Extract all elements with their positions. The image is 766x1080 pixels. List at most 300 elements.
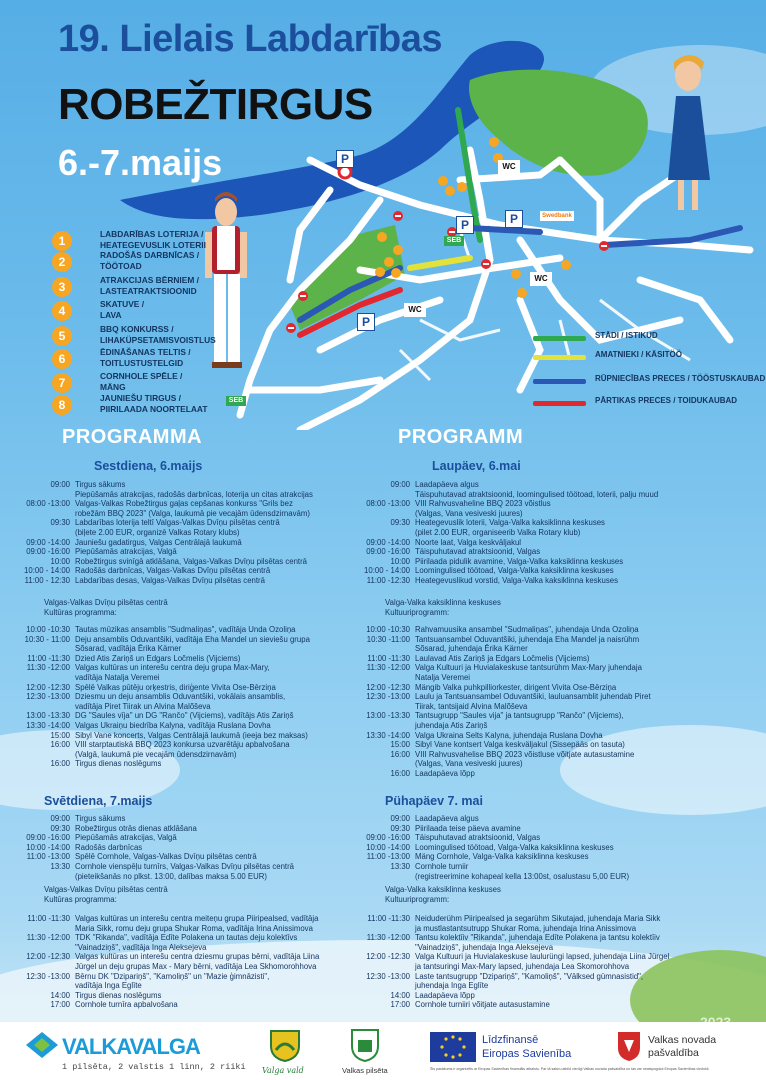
schedule-time: 14:00 [390, 990, 410, 1000]
schedule-time: 11:30 -12:00 [26, 663, 70, 673]
schedule-description: Piirilaada pidulik avamine, Valga-Valka kaksiklinna keskuses [415, 556, 624, 566]
schedule-description: Valgas kultūras un interešu centra dziesmu grupas bērni, vadītāja Liina [75, 952, 320, 962]
legend-label: TÖÖTOAD [100, 260, 142, 271]
valka-novads-coat-of-arms-icon [616, 1030, 642, 1062]
schedule-row [0, 625, 383, 635]
schedule-row [340, 721, 760, 731]
schedule-description: Rahvamuusika ansambel "Sudmaliņas", juhendaja Unda Ozoliņa [415, 625, 639, 634]
schedule-description: Tantsu kolektīiv "Rikanda", juhendaja Edīte Polakena ja tantsu kolektīiv [415, 933, 660, 943]
schedule-row [340, 518, 760, 528]
schedule-row [0, 943, 383, 953]
schedule-time: 10:00 -10:30 [366, 625, 410, 634]
section-heading [385, 598, 501, 617]
schedule-description: Valgas kultūras un interešu centra deju grupa Max-Mary, [75, 663, 270, 673]
schedule-row [0, 702, 383, 712]
schedule-description: Cornhole turniiri võitjate autasustamine [415, 1000, 550, 1010]
schedule-description: Jauniešu gadatirgus, Valgas Centrālajā laukumā [75, 537, 242, 547]
section-title: Valga-Valka kaksiklinna keskuses [385, 885, 501, 894]
schedule-description: DG "Saules vīja" un DG "Rančo" (Vijciems), vadītājs Atis Zariņš [75, 711, 294, 721]
schedule-time: 10:00 -10:30 [26, 625, 70, 634]
schedule-description: (registreerimine kohapeal kella 13:00st, osalustasu 5,00 EUR) [415, 871, 630, 881]
schedule-time: 12:00 -12:30 [26, 952, 70, 962]
schedule-row [0, 683, 383, 693]
day-heading: Svētdiena, 7.maijs [44, 794, 153, 808]
legend-label: LIHAKÜPSETAMISVOISTLUS [100, 334, 216, 345]
schedule-time: 11:00 -12:30 [366, 575, 410, 585]
schedule-time: 16:00 [50, 740, 70, 750]
schedule-description: Deju ansamblis Oduvantšiki, vadītāja Eha Mandel un sieviešu grupa [75, 634, 310, 644]
schedule-row [340, 480, 760, 490]
section-heading [44, 598, 168, 617]
schedule-row [340, 528, 760, 538]
schedule-row [0, 962, 383, 972]
schedule-description: Neiduderühm Piiripealsed ja segarühm Sikutajad, juhendaja Maria Sikk [415, 914, 661, 923]
schedule-row [340, 538, 760, 548]
legend-label: PIIRILAADA NOORTELAAT [100, 403, 208, 414]
schedule-et-day1 [340, 480, 760, 586]
schedule-row [340, 972, 760, 982]
schedule-time: 13:30 -14:00 [26, 720, 70, 730]
eu-flag-icon [430, 1032, 476, 1062]
schedule-row [0, 924, 383, 934]
schedule-et-day2-culture [340, 914, 760, 1010]
schedule-time: 12:30 -13:00 [26, 692, 70, 702]
schedule-row [0, 952, 383, 962]
key-swatch [533, 401, 586, 406]
schedule-description: Laulu ja Tantsuansambel Oduvantšiki, lauluansamblit juhendab Piret [415, 692, 651, 702]
legend-number: 5 [52, 326, 72, 346]
section-heading [385, 885, 501, 904]
schedule-row [340, 924, 760, 934]
schedule-description: Valga Kultuuri ja Huvialakeskuse tantsurühm Max-Mary juhendaja [415, 663, 642, 673]
schedule-row [0, 673, 383, 683]
schedule-description: Cornhole turniir [415, 861, 469, 871]
schedule-et-day2 [340, 814, 760, 881]
legend-item [52, 250, 212, 278]
event-dates: 6.-7.maijs [58, 142, 223, 183]
schedule-description: Laadapäeva lõpp [415, 990, 475, 1000]
schedule-description: Heategevuslikud vorstid, Valga-Valka kaksiklinna keskuses [415, 575, 618, 585]
legend-label: LABDARĪBAS LOTERIJA / [100, 229, 204, 239]
schedule-description: Tautas mūzikas ansamblis "Sudmaliņas", vadītāja Unda Ozoliņa [75, 625, 296, 634]
schedule-time: 09:30 [390, 823, 410, 833]
schedule-row [340, 673, 760, 683]
schedule-row [0, 538, 383, 548]
valka-coat-of-arms-icon [350, 1028, 380, 1062]
schedule-row [0, 490, 383, 500]
schedule-row [0, 981, 383, 991]
schedule-row [340, 750, 760, 760]
schedule-description: Dziesmu un deju ansamblis Oduvantšiki, vokālais ansamblis, [75, 692, 286, 702]
section-subtitle: Kultūras programma: [44, 894, 117, 904]
schedule-row [340, 557, 760, 567]
schedule-row [340, 981, 760, 991]
schedule-row [0, 933, 383, 943]
day-heading: Laupäev, 6.mai [432, 459, 521, 473]
schedule-time: 09:30 [50, 823, 70, 833]
key-label: AMATNIEKI / KÄSITÖÖ [595, 350, 682, 359]
schedule-time: 17:00 [50, 1000, 70, 1010]
schedule-time: 10:00 - 14:00 [364, 566, 410, 576]
legend-number: 1 [52, 231, 72, 251]
schedule-description: Mäng Cornhole, Valga-Valka kaksiklinna keskuses [415, 852, 589, 862]
legend-label: ATRAKCIJAS BĒRNIEM / [100, 275, 199, 285]
schedule-row [0, 480, 383, 490]
schedule-time: 11:30 -12:00 [366, 663, 410, 673]
schedule-description: Labdarības loterija teltī Valgas-Valkas Dvīņu pilsētas centrā [75, 518, 280, 528]
schedule-time: 09:00 [390, 480, 410, 489]
schedule-time: 09:00 -14:00 [26, 537, 70, 547]
schedule-row [340, 862, 760, 872]
schedule-row [340, 692, 760, 702]
schedule-row [340, 731, 760, 741]
key-label: RŪPNIECĪBAS PRECES / TÖÖSTUSKAUBAD [595, 374, 766, 383]
schedule-row [340, 566, 760, 576]
schedule-row [340, 702, 760, 712]
schedule-row [0, 663, 383, 673]
schedule-row [340, 663, 760, 673]
schedule-time: 13:30 [390, 861, 410, 871]
schedule-time: 16:00 [50, 759, 70, 769]
schedule-time: 10:30 -11:00 [366, 634, 410, 644]
schedule-time: 12:30 -13:00 [366, 971, 410, 981]
section-subtitle: Kultuuriprogramm: [385, 894, 450, 904]
schedule-time: 16:00 [390, 768, 410, 778]
schedule-row [0, 833, 383, 843]
schedule-description: Laste tantsugrupp "Dzipariņš", "Kamoliņš", "Vālksed gümnasistid", [415, 971, 644, 981]
key-swatch [533, 355, 586, 360]
schedule-time: 11:00 -13:00 [26, 852, 70, 862]
schedule-time: 11:00 -11:30 [27, 914, 70, 923]
section-title: Valgas-Valkas Dvīņu pilsētas centrā [44, 598, 168, 607]
wc-icon: WC [498, 160, 520, 174]
schedule-description: (Valgas, Vana vesiveski juures) [415, 508, 523, 518]
day-heading: Sestdiena, 6.maijs [94, 459, 203, 473]
schedule-time: 16:00 [390, 749, 410, 759]
schedule-description: Sõsarad, vadītāja Ērika Kärner [75, 644, 182, 654]
key-swatch [533, 336, 586, 341]
schedule-time: 10:30 - 11:00 [24, 634, 70, 644]
schedule-row [0, 499, 383, 509]
schedule-description: robežām BBQ 2023" (Valga, laukumā pie vecajām ūdensdzirnavām) [75, 508, 310, 518]
schedule-row [340, 933, 760, 943]
schedule-row [0, 852, 383, 862]
legend-number: 3 [52, 277, 72, 297]
schedule-description: Sibyl Vane koncerts, Valgas Centrālajā laukumā (ieeja bez maksas) [75, 730, 308, 740]
schedule-row [340, 943, 760, 953]
eu-cofinanced-line2: Eiropas Savienība [482, 1048, 572, 1060]
parking-icon: P [505, 210, 523, 228]
legend-label: LAVA [100, 309, 122, 320]
schedule-time: 09:00 [50, 814, 70, 823]
schedule-time: 14:00 [50, 990, 70, 1000]
key-item [533, 330, 733, 348]
schedule-description: Robežtirgus svinīgā atklāšana, Valgas-Valkas Dvīņu pilsētas centrā [75, 556, 308, 566]
schedule-time: 11:00 -11:30 [367, 914, 410, 923]
legend-label: TOITLUSTUSTELGID [100, 357, 184, 368]
legend-label: MÄNG [100, 381, 126, 392]
schedule-row [0, 731, 383, 741]
schedule-description: Bērnu DK "Dzipariņš", "Kamoliņš" un "Mazie ģimnāzisti", [75, 971, 270, 981]
schedule-row [340, 814, 760, 824]
parking-icon: P [357, 313, 375, 331]
valkas-pilseta-label: Valkas pilsēta [342, 1066, 388, 1075]
schedule-row [0, 528, 383, 538]
schedule-description: Loomingulised töötoad, Valga-Valka kaksiklinna keskuses [415, 842, 614, 852]
schedule-description: juhendaja Atis Zariņš [415, 720, 488, 730]
schedule-row [0, 635, 383, 645]
schedule-lv-day2-culture [0, 914, 383, 1010]
schedule-row [340, 1000, 760, 1010]
schedule-row [340, 833, 760, 843]
schedule-description: vadītāja Natalja Veremei [75, 672, 160, 682]
schedule-description: Piepūšamās atrakcijas, radošās darbnīcas, loterija un citas atrakcijas [75, 489, 313, 499]
schedule-time: 11:30 -12:00 [26, 933, 70, 943]
schedule-time: 10:00 -14:00 [366, 842, 410, 852]
schedule-row [340, 952, 760, 962]
novads-label-line1: Valkas novada [648, 1034, 717, 1046]
woman-illustration [668, 55, 710, 210]
schedule-row [0, 547, 383, 557]
schedule-row [0, 566, 383, 576]
schedule-time: 12:00 -12:30 [366, 682, 410, 692]
schedule-time: 10:00 [390, 556, 410, 566]
schedule-row [340, 962, 760, 972]
section-title: Valga-Valka kaksiklinna keskuses [385, 598, 501, 607]
schedule-row [0, 1000, 383, 1010]
schedule-row [340, 914, 760, 924]
schedule-row [0, 692, 383, 702]
legend-number: 8 [52, 395, 72, 415]
schedule-description: Laadapäeva algus [415, 814, 479, 823]
schedule-time: 12:30 -13:00 [26, 971, 70, 981]
schedule-row [340, 654, 760, 664]
legend-number: 6 [52, 349, 72, 369]
schedule-description: (pilet 2.00 EUR, organiseerib Valka Rotary klub) [415, 527, 581, 537]
schedule-row [340, 644, 760, 654]
schedule-time: 10:00 [50, 556, 70, 566]
schedule-row [340, 740, 760, 750]
schedule-description: Radošās darbnīcas [75, 842, 143, 852]
schedule-time: 09:30 [50, 518, 70, 528]
schedule-row [0, 740, 383, 750]
schedule-row [0, 843, 383, 853]
schedule-time: 09:00 -16:00 [366, 547, 410, 557]
legend-label: HEATEGEVUSLIK LOTERII [100, 239, 206, 250]
schedule-time: 09:00 -14:00 [366, 537, 410, 547]
schedule-description: VIII Rahvusvahelise BBQ 2023 võistluse võitjate autasustamine [415, 749, 635, 759]
schedule-description: Piepūšamās atrakcijas, Valgā [75, 547, 177, 557]
eu-cofinanced-line1: Līdzfinansē [482, 1034, 539, 1046]
legend-label: ĒDINĀŠANAS TELTIS / [100, 347, 191, 357]
schedule-description: "Vainadziņš", juhendaja Inga Aleksejeva [415, 942, 554, 952]
schedule-row [0, 991, 383, 1001]
valga-coat-of-arms-icon [268, 1028, 302, 1062]
schedule-description: Heategevuslik loterii, Valga-Valka kaksiklinna keskuses [415, 518, 605, 528]
schedule-time: 12:00 -12:30 [366, 952, 410, 962]
schedule-row [340, 769, 760, 779]
schedule-description: Piirilaada teise päeva avamine [415, 823, 521, 833]
legend-label: RADOŠĀS DARBNĪCAS / [100, 250, 200, 260]
title-line-2: ROBEŽTIRGUS [58, 80, 373, 129]
schedule-description: Cornhole turnīra apbalvošana [75, 1000, 178, 1010]
schedule-row [340, 991, 760, 1001]
schedule-description: Tirgus sākums [75, 480, 126, 489]
schedule-description: Täispuhutavad atraktsioonid, loomingulised töötoad, loterii, palju muud [415, 489, 659, 499]
schedule-description: Radošās darbnīcas, Valgas-Valkas Dvīņu pilsētas centrā [75, 566, 271, 576]
wc-icon: WC [404, 303, 426, 317]
schedule-description: Laadapäeva algus [415, 480, 479, 489]
schedule-lv-day2 [0, 814, 383, 881]
schedule-time: 12:00 -12:30 [26, 682, 70, 692]
seb-bank-icon: SEB [226, 396, 246, 406]
schedule-description: Tirgus sākums [75, 814, 126, 823]
day-heading: Pühapäev 7. mai [385, 794, 483, 808]
schedule-time: 17:00 [390, 1000, 410, 1010]
schedule-time: 11:00 -11:30 [367, 653, 410, 663]
legend-label: BBQ KONKURSS / [100, 324, 174, 334]
schedule-time: 09:00 -16:00 [26, 547, 70, 557]
schedule-time: 12:30 -13:00 [366, 692, 410, 702]
schedule-description: vadītāja Piret Tiirak un Alvina Malõševa [75, 701, 211, 711]
legend-item [52, 393, 212, 421]
legend-label: LASTEATRAKTSIOONID [100, 285, 197, 296]
schedule-description: Täispuhutavad atraktsioonid, Valgas [415, 833, 541, 843]
schedule-time: 10:00 - 14:00 [24, 566, 70, 576]
schedule-row [0, 509, 383, 519]
schedule-row [340, 576, 760, 586]
key-label: PĀRTIKAS PRECES / TOIDUKAUBAD [595, 396, 738, 405]
valkavalga-tagline: 1 pilsēta, 2 valstis 1 linn, 2 riiki [62, 1062, 246, 1072]
schedule-time: 11:00 - 12:30 [24, 575, 70, 585]
schedule-row [0, 721, 383, 731]
schedule-description: Mängib Valka puhkpilliorkester, dirigent Vivita Ose-Bērziņa [415, 682, 617, 692]
schedule-row [340, 843, 760, 853]
title-line-1: 19. Lielais Labdarības [58, 18, 442, 60]
schedule-description: "Vainadziņš", vadītāja Inga Aleksejeva [75, 942, 207, 952]
schedule-description: juhendaja Inga Eglīte [415, 981, 489, 991]
schedule-time: 15:00 [390, 740, 410, 750]
schedule-description: vadītāja Inga Eglīte [75, 981, 142, 991]
schedule-description: (biļete 2.00 EUR, organizē Valkas Rotary klubs) [75, 527, 240, 537]
schedule-description: Cornhole vienspēļu turnīrs, Valgas-Valkas Dvīņu pilsētas centrā [75, 861, 294, 871]
schedule-row [0, 872, 383, 882]
valga-vald-label: Valga vald [262, 1066, 304, 1075]
schedule-description: Spēlē Cornhole, Valgas-Valkas Dvīņu pilsētas centrā [75, 852, 257, 862]
section-title: Valgas-Valkas Dvīņu pilsētas centrā [44, 885, 168, 894]
wc-icon: WC [530, 272, 552, 286]
schedule-row [0, 750, 383, 760]
schedule-description: Dzied Atis Zariņš un Edgars Ločmelis (Vijciems) [75, 653, 241, 663]
schedule-et-day1-culture [340, 625, 760, 779]
schedule-description: Valga Kultuuri ja Huvialakeskuse laulurüngi lapsed, juhendaja Liina Jürgel [415, 952, 670, 962]
schedule-row [340, 547, 760, 557]
schedule-row [340, 499, 760, 509]
schedule-row [340, 625, 760, 635]
section-subtitle: Kultūras programma: [44, 607, 117, 617]
schedule-description: VIII starptautiskā BBQ 2023 konkursa uzvarētāju apbalvošana [75, 740, 290, 750]
schedule-description: Piepūšamās atrakcijas, Valgā [75, 833, 177, 843]
schedule-description: Tantsugrupp "Saules vija" ja tantsugrupp "Rančo" (Vijciems), [415, 711, 624, 721]
schedule-description: Laulavad Atis Zariņš ja Edgars Ločmelis (Vijciems) [415, 653, 590, 663]
schedule-row [340, 711, 760, 721]
schedule-lv-day1 [0, 480, 383, 586]
schedule-row [340, 824, 760, 834]
schedule-description: ja mustlastantsutrupp Shukar Roma, juhendaja Irina Anissimova [415, 923, 637, 933]
schedule-row [0, 576, 383, 586]
schedule-description: Sõsarad, juhendaja Ērika Kärner [415, 644, 528, 654]
legend-number: 4 [52, 301, 72, 321]
schedule-description: Tiirak, tantsijaid Alvina Malõševa [415, 701, 528, 711]
novads-label-line2: pašvaldība [648, 1047, 699, 1059]
legend-label: SKATUVE / [100, 299, 145, 309]
legend-item [52, 299, 212, 327]
schedule-row [0, 711, 383, 721]
footer-logos [0, 1022, 766, 1080]
schedule-description: Valgas-Valkas Robežtirgus gaļas cepšanas konkurss "Grils bez [75, 499, 293, 509]
valkavalga-logo-icon [24, 1030, 60, 1060]
schedule-time: 11:00 -13:00 [366, 852, 410, 862]
schedule-description: Täispuhutavad atraktsioonid, Valgas [415, 547, 541, 557]
key-swatch [533, 379, 586, 384]
schedule-description: Valga Ukraina Selts Kalyna, juhendaja Ruslana Dovha [415, 730, 603, 740]
schedule-description: Laadapäeva lõpp [415, 768, 475, 778]
schedule-time: 13:30 [50, 861, 70, 871]
key-item [533, 395, 738, 413]
schedule-row [340, 872, 760, 882]
section-subtitle: Kultuuriprogramm: [385, 607, 450, 617]
valkavalga-logo: VALKAVALGA [62, 1034, 200, 1059]
schedule-row [0, 972, 383, 982]
schedule-row [340, 490, 760, 500]
schedule-row [0, 644, 383, 654]
eu-disclaimer: Šis pasākums ir organizēts ar Eiropas Savienības finansiālu atbalstu. Par tā saturu atbild vienīgi Valkas novada pašvaldība un tas var neatspoguļot Eiropas Savienības viedokli. [430, 1067, 710, 1071]
schedule-description: (Valgā, laukumā pie vecajām ūdensdzirnavām) [75, 749, 237, 759]
schedule-description: Valgas kultūras un interešu centra meiteņu grupa Piiripealsed, vadītāja [75, 914, 319, 923]
schedule-time: 09:00 -16:00 [366, 833, 410, 843]
schedule-description: Natalja Veremei [415, 672, 471, 682]
schedule-time: 11:00 -11:30 [27, 653, 70, 663]
key-item [533, 373, 766, 391]
program-heading-lv: PROGRAMMA [62, 426, 203, 448]
schedule-row [340, 635, 760, 645]
schedule-row [0, 759, 383, 769]
legend-number: 2 [52, 252, 72, 272]
schedule-description: Loomingulised töötoad, Valga-Valka kaksiklinna keskuses [415, 566, 614, 576]
schedule-description: ja tantsuringi Max-Mary lapsed, juhendaja Lea Skomorohhova [415, 961, 630, 971]
section-heading [44, 885, 168, 904]
schedule-description: (Valgas, Vana vesiveski juures) [415, 759, 523, 769]
seb-bank-icon: SEB [444, 236, 464, 246]
schedule-row [340, 759, 760, 769]
schedule-lv-day1-culture [0, 625, 383, 769]
schedule-description: VIII Rahvusvaheline BBQ 2023 võistlus [415, 499, 551, 509]
schedule-description: Spēlē Valkas pūtēju orķestris, diriģente Vivita Ose-Bērziņa [75, 682, 276, 692]
schedule-time: 08:00 -13:00 [366, 499, 410, 509]
schedule-row [0, 654, 383, 664]
schedule-row [0, 518, 383, 528]
legend-label: CORNHOLE SPĒLE / [100, 371, 183, 381]
schedule-time: 09:00 [50, 480, 70, 489]
schedule-description: Jürgel un deju grupas Max - Mary bērni, vadītāja Lea Skhomorohhova [75, 961, 317, 971]
schedule-row [340, 852, 760, 862]
parking-icon: P [456, 216, 474, 234]
schedule-row [340, 509, 760, 519]
schedule-time: 09:30 [390, 518, 410, 528]
schedule-time: 13:00 -13:30 [26, 711, 70, 721]
schedule-row [0, 862, 383, 872]
schedule-description: Tantsuansambel Oduvantšiki, juhendaja Eha Mandel ja naisrühm [415, 634, 640, 644]
